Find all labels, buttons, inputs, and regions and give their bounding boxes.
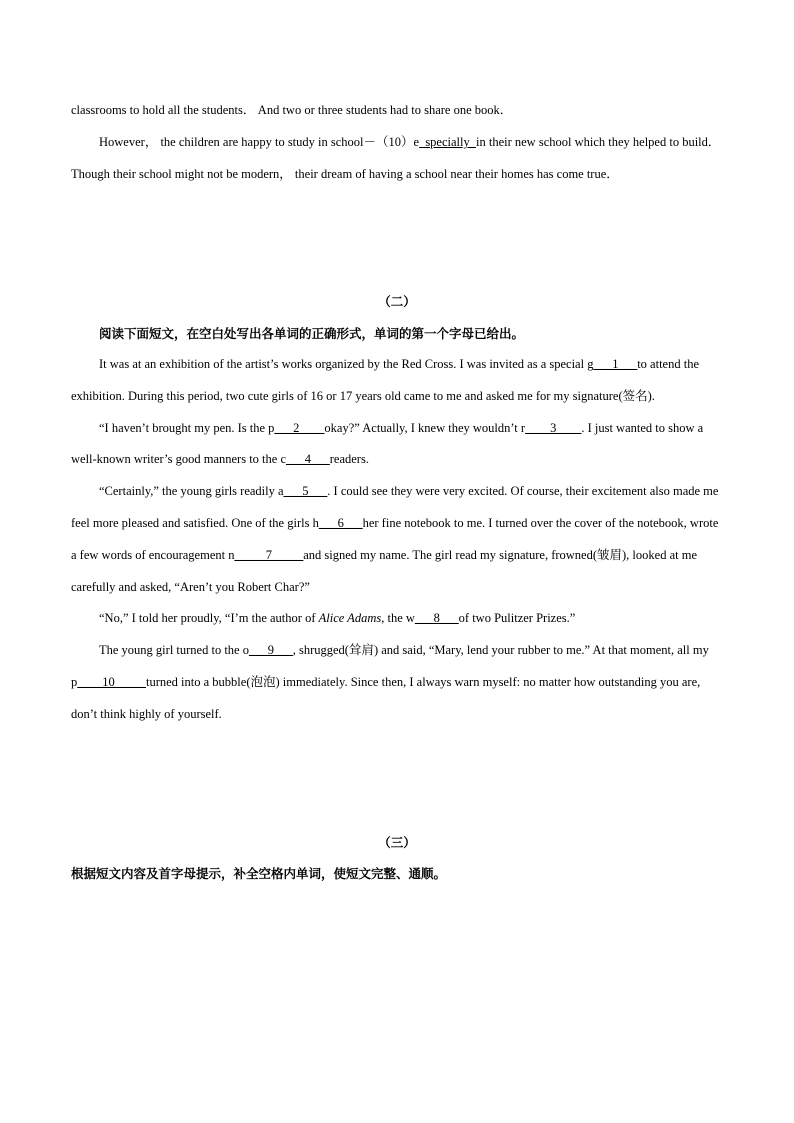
section-instruction: 阅读下面短文，在空白处写出各单词的正确形式，单词的第一个字母已给出。: [99, 326, 525, 341]
text-run: her fine notebook to me. I turned over the cover of the notebook, wrote a few words of encouragement n: [71, 515, 719, 562]
text-run: “I haven’t brought my pen. Is the p: [99, 420, 275, 435]
answer-blank[interactable]: ___1___: [593, 357, 638, 371]
section-instruction: 根据短文内容及首字母提示，补全空格内单词，使短文完整、通顺。: [71, 866, 447, 881]
text-run: to attend the exhibition. During this period, two cute girls of 16 or 17 years old came to me and asked me for my signature(签名).: [71, 357, 699, 403]
answer-blank[interactable]: _____7_____: [234, 547, 304, 562]
text-run: However， the children are happy to study in school－（10）e: [99, 134, 420, 149]
text-run: turned into a bubble(泡泡) immediately. Since then, I always warn myself: no matter how outstanding you are, don’t think highly of yourself.: [71, 674, 701, 721]
paragraph: [71, 349, 723, 413]
paragraph: [71, 635, 723, 730]
text-run: , shrugged(耸肩) and said, “Mary, lend your rubber to me.” At that moment, all my p: [71, 643, 709, 689]
text-run: in their new school which they helped to build． Though their school might not be modern， their dream of having a school near their homes has come true．: [71, 134, 721, 181]
text-run: . I just wanted to show a well-known writer’s good manners to the c: [71, 420, 704, 467]
answer-blank[interactable]: ____10_____: [77, 674, 146, 689]
section-title: （三）: [378, 835, 416, 850]
paragraph: [71, 603, 723, 635]
answer-blank[interactable]: ___4___: [286, 452, 330, 467]
text-run: “No,” I told her proudly, “I’m the author of: [99, 611, 319, 626]
text-run: , the w: [381, 611, 415, 626]
text-run: of two Pulitzer Prizes.”: [458, 611, 576, 626]
text-run: and signed my name. The girl read my signature, frowned(皱眉), looked at me carefully and asked, “Aren’t you Robert Char?”: [71, 547, 697, 594]
text-run: “Certainly,” the young girls readily a: [99, 484, 284, 499]
paragraph: classrooms to hold all the students． And two or three students had to share one book．: [71, 103, 513, 117]
section-title: （二）: [378, 294, 416, 309]
answer-blank[interactable]: ____3____: [525, 420, 582, 435]
answer-blank[interactable]: ___8___: [414, 611, 459, 626]
answer-blank[interactable]: ___5___: [283, 484, 328, 499]
answer-blank[interactable]: ___2____: [274, 420, 325, 435]
text-run: . I could see they were very excited. Of course, their excitement also made me feel more pleased and satisfied. One of the girls h: [71, 484, 719, 530]
passage-two: [71, 349, 723, 731]
paragraph: [71, 127, 723, 191]
paragraph: [71, 413, 723, 477]
text-run: It was at an exhibition of the artist’s works organized by the Red Cross. I was invited as a special g: [99, 357, 594, 371]
answer-blank[interactable]: ___6___: [318, 515, 363, 530]
paragraph: [71, 476, 723, 603]
book-title: Alice Adams: [318, 611, 382, 626]
answer-blank[interactable]: specially: [419, 134, 476, 149]
passage-one-end: [71, 95, 723, 190]
text-run: okay?” Actually, I knew they wouldn’t r: [324, 420, 526, 435]
text-run: readers.: [329, 452, 369, 467]
answer-blank[interactable]: ___9___: [248, 643, 293, 658]
text-run: The young girl turned to the o: [99, 643, 249, 658]
